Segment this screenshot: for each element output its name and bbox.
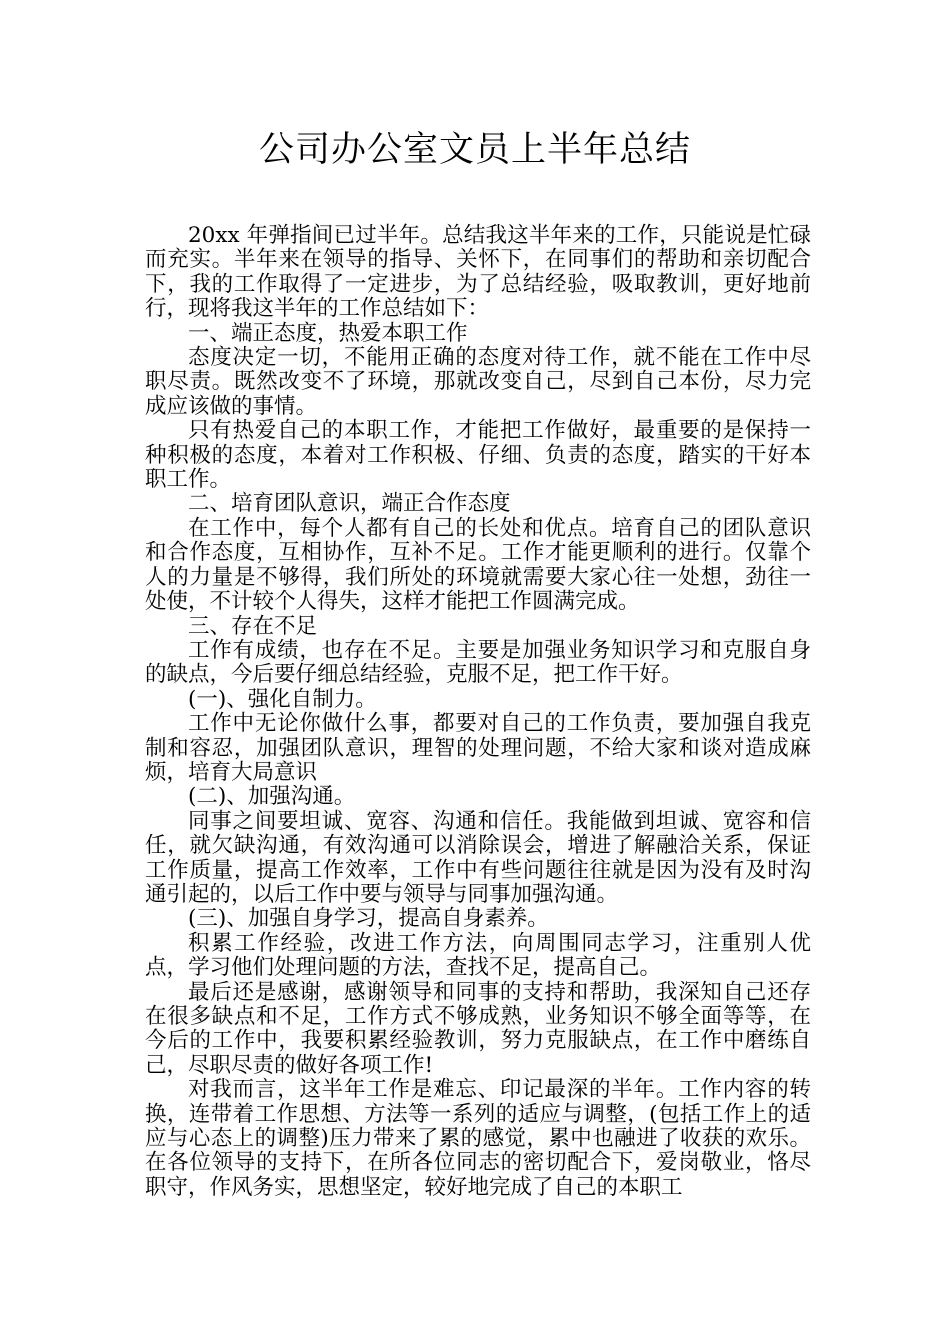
subsection-heading-1: (一)、强化自制力。 [188,686,377,712]
body-paragraph: 最后还是感谢，感谢领导和同事的支持和帮助，我深知自己还存在很多缺点和不足，工作方式不够成熟，业务知识不够全面等等，在今后的工作中，我要积累经验教训，努力克服缺点，在工作中磨练自己，尽职尽责的做好各项工作! [145,979,811,1078]
body-paragraph: 工作中无论你做什么事，都要对自己的工作负责，要加强自我克制和容忍，加强团队意识，理智的处理问题，不给大家和谈对造成麻烦，培育大局意识 [145,711,811,785]
body-paragraph: 积累工作经验，改进工作方法，向周围同志学习，注重别人优点，学习他们处理问题的方法，查找不足，提高自己。 [145,930,811,981]
body-paragraph: 对我而言，这半年工作是难忘、印记最深的半年。工作内容的转换，连带着工作思想、方法等一系列的适应与调整，(包括工作上的适应与心态上的调整)压力带来了累的感觉，累中也融进了收获的欢乐。在各位领导的支持下，在所各位同志的密切配合下，爱岗敬业，恪尽职守，作风务实，思想坚定，较好地完成了自己的本职工 [145,1077,811,1200]
section-heading-2: 二、培育团队意识，端正合作态度 [188,491,511,517]
section-heading-3: 三、存在不足 [188,613,318,639]
document-body [145,224,811,1200]
body-paragraph: 态度决定一切，不能用正确的态度对待工作，就不能在工作中尽职尽责。既然改变不了环境，那就改变自己，尽到自己本份，尽力完成应该做的事情。 [145,345,811,419]
body-paragraph: 只有热爱自己的本职工作，才能把工作做好，最重要的是保持一种积极的态度，本着对工作积极、仔细、负责的态度，踏实的干好本职工作。 [145,418,811,493]
subsection-heading-3: (三)、加强自身学习，提高自身素养。 [188,906,549,932]
subsection-heading-2: (二)、加强沟通。 [188,784,356,810]
body-paragraph: 同事之间要坦诚、宽容、沟通和信任。我能做到坦诚、宽容和信任，就欠缺沟通，有效沟通可以消除误会，增进了解融洽关系，保证工作质量，提高工作效率，工作中有些问题往往就是因为没有及时沟通引起的，以后工作中要与领导与同事加强沟通。 [145,808,811,907]
body-paragraph: 工作有成绩，也存在不足。主要是加强业务知识学习和克服自身的缺点，今后要仔细总结经验，克服不足，把工作干好。 [145,637,811,688]
intro-paragraph: 20xx 年弹指间已过半年。总结我这半年来的工作，只能说是忙碌而充实。半年来在领导的指导、关怀下，在同事们的帮助和亲切配合下，我的工作取得了一定进步，为了总结经验，吸取教训，更好地前行，现将我这半年的工作总结如下： [145,223,811,322]
section-heading-1: 一、端正态度，热爱本职工作 [188,320,468,346]
body-paragraph: 在工作中，每个人都有自己的长处和优点。培育自己的团队意识和合作态度，互相协作，互补不足。工作才能更顺利的进行。仅靠个人的力量是不够得，我们所处的环境就需要大家心往一处想，劲往一处使，不计较个人得失，这样才能把工作圆满完成。 [145,515,811,615]
document-title: 公司办公室文员上半年总结 [258,130,691,170]
